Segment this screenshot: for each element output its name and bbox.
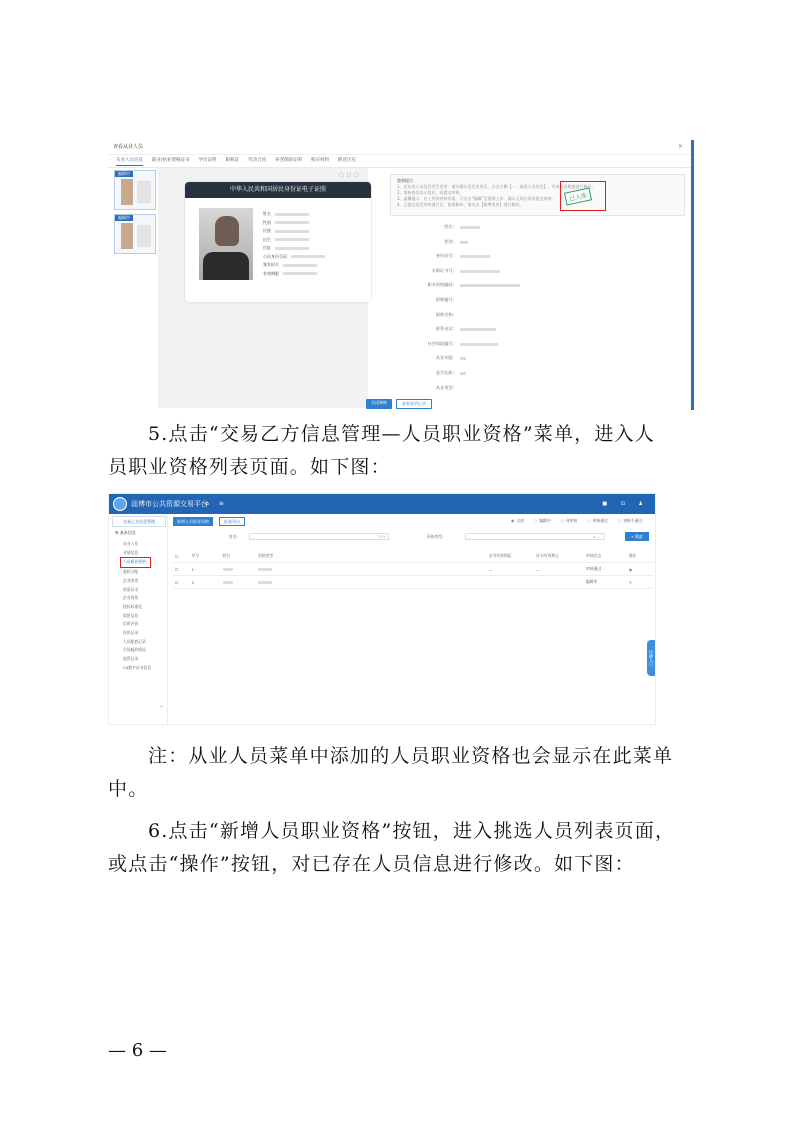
user-icon[interactable]: ■ ⊡ ♟ <box>602 501 649 507</box>
close-dialog-button[interactable]: 关闭弹窗 <box>366 399 392 409</box>
tab-materials[interactable]: 购买材料 <box>311 158 330 163</box>
status-badge: 编辑中 <box>115 171 133 177</box>
type-filter-select[interactable]: × ⌄ <box>465 533 605 540</box>
sidebar-item[interactable]: 企业资质 <box>123 595 139 601</box>
sidebar-item[interactable]: 信用评价 <box>123 621 139 627</box>
tab-bar <box>116 156 356 166</box>
sidebar-item[interactable]: CA数字证书信息 <box>123 664 152 670</box>
edit-icon[interactable]: ✎ <box>627 576 653 589</box>
stored-stamp: 已入库 <box>560 181 606 211</box>
add-qualification-button[interactable]: 新增人员职业资格 <box>173 517 213 526</box>
sidebar-item[interactable]: 资质证书 <box>123 586 139 592</box>
tab-title-cert[interactable]: 职称证 <box>225 158 240 163</box>
main-content <box>169 514 655 724</box>
dialog-title: 查看从业人员 <box>108 140 694 155</box>
status-badge: 编辑中 <box>115 215 133 221</box>
note-paragraph: 注：从业人员菜单中添加的人员职业资格也会显示在此菜单 中。 <box>108 745 674 800</box>
name-filter-input[interactable]: 0/50 <box>249 533 389 540</box>
sidebar-item[interactable]: 企业荣誉 <box>123 577 139 583</box>
sidebar-item[interactable]: 股权分配 <box>123 569 139 575</box>
home-menu-icon[interactable]: ⌂ ≡ <box>205 500 228 507</box>
tab-education[interactable]: 学历证明 <box>198 158 217 163</box>
radio-all[interactable]: ◉ 全部 <box>511 518 524 524</box>
top-header <box>109 494 655 514</box>
sidebar-item[interactable]: 合同履约情况 <box>123 647 146 653</box>
notice-title: 重要提示： <box>397 178 417 183</box>
status-filter <box>511 518 642 524</box>
id-card-image <box>185 182 371 302</box>
tab-insurance[interactable]: 养老保险证明 <box>275 158 303 163</box>
sidebar-item[interactable]: 奖惩信息 <box>123 612 139 618</box>
sidebar-item[interactable]: 业绩信息 <box>123 549 139 555</box>
view-icon[interactable]: ◉ <box>627 563 653 576</box>
radio-pending[interactable]: ○ 待审核 <box>561 518 578 524</box>
notice-box: 重要提示： 1、若从业人员信息发生变更，请先确认信息变更后，点击左侧【一、查看人员信息】，对该人员数据进行修改。 2、请核查信息无误后，再提交审核。 3、温馨提示：若上传的材料有误，可点击“编辑”后重新上传，确认无误后再次提交审核。 4、已提交信息审核通过后，如需修改，请点击【新增变更】进行修改。 <box>390 174 685 216</box>
paragraph-step6: 6.点击“新增人员职业资格”按钮，进入挑选人员列表页面， 或点击“操作”按钮，对已存在人员信息进行修改。如下图： <box>108 820 676 875</box>
radio-approved[interactable]: ○ 审核通过 <box>587 518 608 524</box>
row-checkbox[interactable]: ☐ <box>173 563 190 576</box>
table-row: ☐ 2 编辑中 ✎ <box>173 576 653 589</box>
sidebar-module-select[interactable]: 交易乙方信息管理 <box>112 516 166 527</box>
sidebar-item[interactable]: 投诉记录 <box>123 630 139 636</box>
tab-contract[interactable]: 劳动合同 <box>248 158 267 163</box>
quick-entry-handle[interactable]: 快捷入口 <box>647 640 655 676</box>
close-icon[interactable]: ✕ <box>677 143 683 150</box>
screenshot-view-practitioner <box>108 140 694 410</box>
paragraph-step5: 5.点击“交易乙方信息管理—人员职业资格”菜单，进入人 员职业资格列表页面。如下图： <box>108 423 655 478</box>
search-button[interactable]: ⌕ 搜索 <box>625 532 649 541</box>
tab-info[interactable]: 从业人员信息 <box>116 156 143 166</box>
tab-certificate[interactable]: 职业/执业资格证书 <box>152 158 190 163</box>
attachment-thumbnail[interactable] <box>114 214 156 254</box>
type-filter-label: 资格类型: <box>427 534 444 539</box>
radio-rejected[interactable]: ○ 审核不通过 <box>618 518 642 524</box>
id-card-fields: 姓名 性别 民族 出生 住址 公民身份号码 签发机关 有效期限 <box>263 210 325 278</box>
collapse-icon[interactable]: « <box>160 704 164 710</box>
platform-brand: 淄博市公共资源交易平台 <box>131 500 208 508</box>
attachment-thumbnail[interactable] <box>114 170 156 210</box>
sidebar-item[interactable]: 监管记录 <box>123 656 139 662</box>
table-row: ☐ 1 — — 审核通过 ◉ <box>173 563 653 576</box>
image-viewer <box>158 168 368 408</box>
qualification-table: ☐ 序号 姓名 资格类型 证书有效期起 证书有效期止 审核状态 操作 ☐ 1 — — 审核通过 ◉ ☐ 2 编辑中 ✎ <box>173 550 653 589</box>
logo-icon <box>113 497 127 511</box>
viewer-tools-icon[interactable]: ▢▢▢ <box>338 172 362 178</box>
screenshot-qualification-list <box>108 493 656 725</box>
name-filter-label: 姓名: <box>229 534 238 539</box>
info-form: 姓名: 性别: 身份证号: 专职证书号: 职业资格编码: 职称编号: 职称名称: 联系电话: 社会保险编号: 从业年限: 是否在职: 从业类型: <box>390 220 680 395</box>
radio-editing[interactable]: ○ 编辑中 <box>534 518 551 524</box>
sidebar-item[interactable]: 从业人员 <box>123 541 139 546</box>
change-history-button[interactable]: 查看变更记录 <box>396 399 432 409</box>
portrait-photo <box>199 208 253 280</box>
sidebar-item[interactable]: 人员配套记录 <box>123 638 146 644</box>
page-number: — 6 — <box>108 1040 167 1061</box>
tab-history[interactable]: 附近历史 <box>338 158 357 163</box>
id-card-title: 中华人民共和国居民身份证电子证照 <box>185 182 371 198</box>
export-button[interactable]: 批量导出 <box>219 517 245 526</box>
sidebar-item[interactable]: 投标标准化 <box>123 603 142 609</box>
row-checkbox[interactable]: ☐ <box>173 576 190 589</box>
sidebar-group[interactable]: ⚙ 基本信息 <box>115 530 136 535</box>
sidebar-item-qualification[interactable]: 人员职业资格 <box>120 557 151 568</box>
sidebar <box>109 514 168 725</box>
